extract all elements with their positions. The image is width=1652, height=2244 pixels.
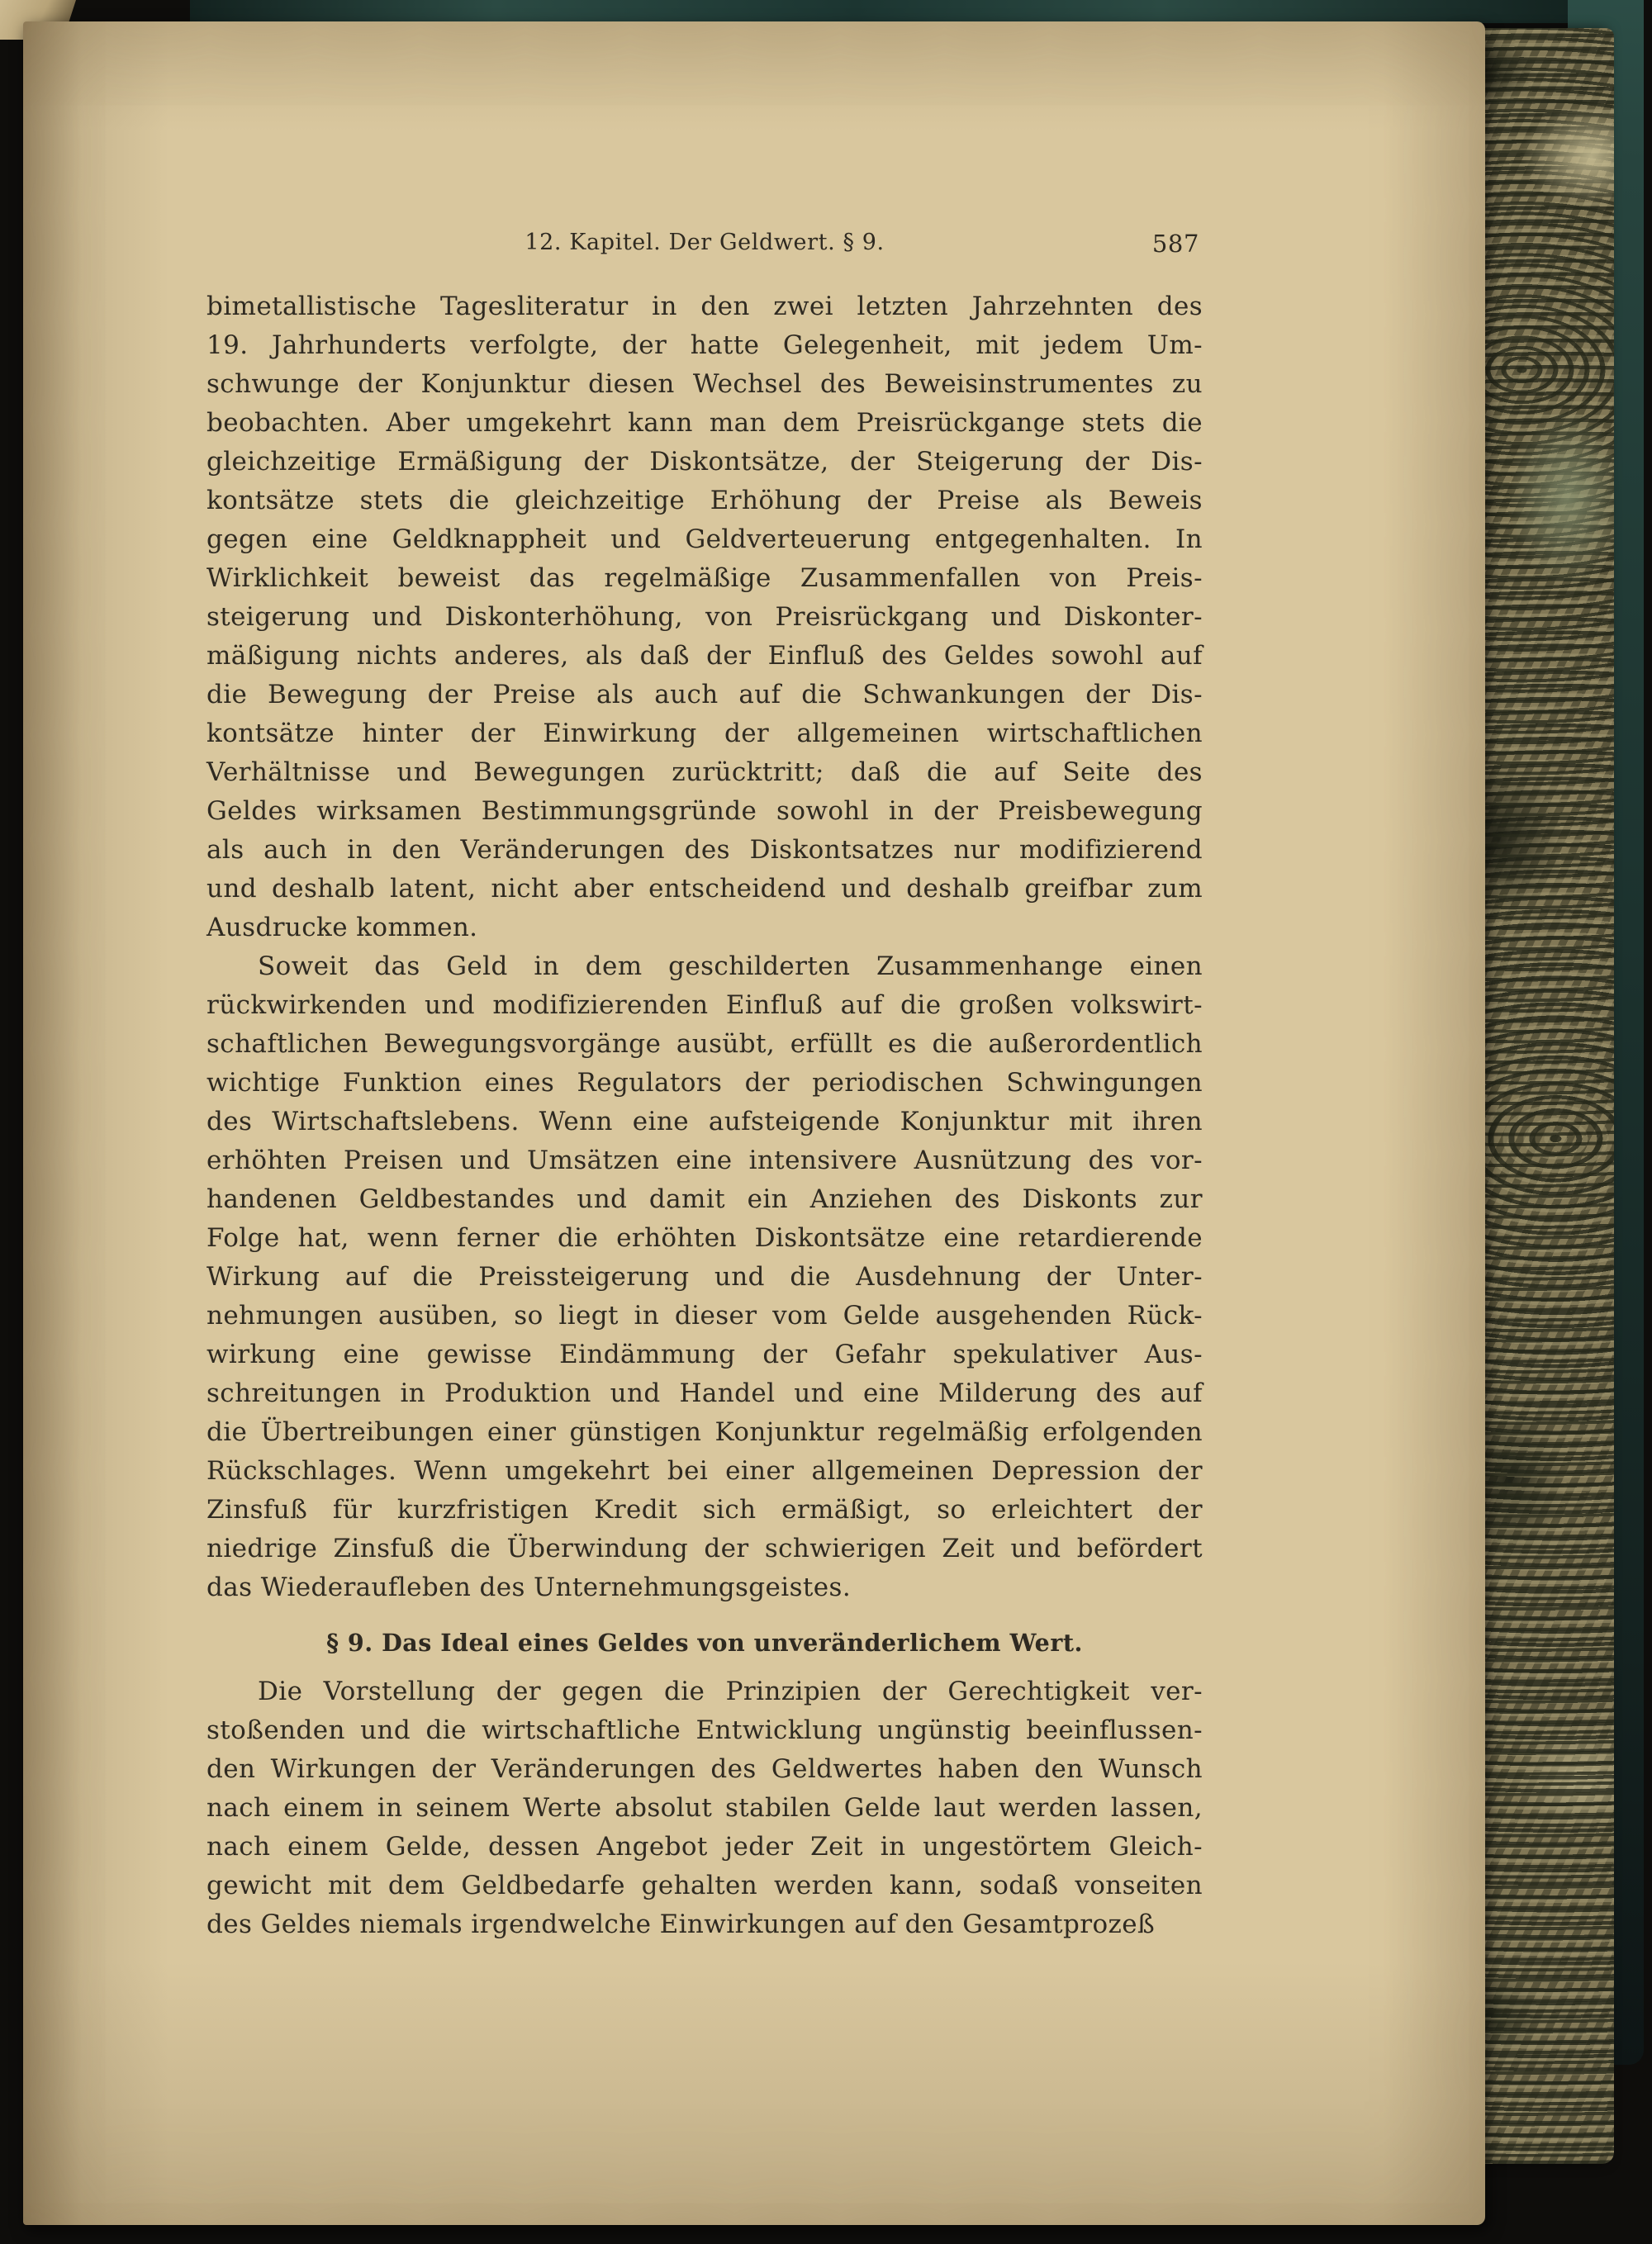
text-line: mäßigung nichts anderes, als daß der Einfluß des Geldes sowohl auf xyxy=(206,641,1203,671)
text-line: Geldes wirksamen Bestimmungsgründe sowohl in der Preisbewegung xyxy=(206,796,1203,826)
text-line: 19. Jahrhunderts verfolgte, der hatte Gelegenheit, mit jedem Um- xyxy=(206,330,1203,360)
text-line: nehmungen ausüben, so liegt in dieser vom Gelde ausgehenden Rück- xyxy=(206,1301,1203,1331)
text-line: kontsätze hinter der Einwirkung der allgemeinen wirtschaftlichen xyxy=(206,719,1203,748)
book-cover-top-edge xyxy=(190,0,1578,23)
text-line: Wirkung auf die Preissteigerung und die Ausdehnung der Unter- xyxy=(206,1262,1203,1292)
text-line: bimetallistische Tagesliteratur in den zwei letzten Jahrzehnten des xyxy=(206,292,1203,321)
page-body xyxy=(206,287,1203,1944)
text-line: gleichzeitige Ermäßigung der Diskontsätze, der Steigerung der Dis- xyxy=(206,447,1203,477)
page-content xyxy=(206,230,1203,1944)
text-line: steigerung und Diskonterhöhung, von Preisrückgang und Diskonter- xyxy=(206,602,1203,632)
text-line: rückwirkenden und modifizierenden Einfluß auf die großen volkswirt- xyxy=(206,990,1203,1020)
text-line: schwunge der Konjunktur diesen Wechsel des Beweisinstrumentes zu xyxy=(206,369,1203,399)
text-line: Rückschlages. Wenn umgekehrt bei einer allgemeinen Depression der xyxy=(206,1456,1203,1486)
text-line: wirkung eine gewisse Eindämmung der Gefahr spekulativer Aus- xyxy=(206,1340,1203,1369)
text-line: kontsätze stets die gleichzeitige Erhöhung der Preise als Beweis xyxy=(206,486,1203,515)
text-line: das Wiederaufleben des Unternehmungsgeistes. xyxy=(206,1573,852,1602)
running-header xyxy=(206,230,1203,266)
text-line: die Übertreibungen einer günstigen Konjunktur regelmäßig erfolgenden xyxy=(206,1417,1203,1447)
text-line: den Wirkungen der Veränderungen des Geldwertes haben den Wunsch xyxy=(206,1754,1203,1784)
text-line: nach einem in seinem Werte absolut stabilen Gelde laut werden lassen, xyxy=(206,1793,1203,1823)
text-line: wichtige Funktion eines Regulators der periodischen Schwingungen xyxy=(206,1068,1203,1098)
text-line: des Wirtschaftslebens. Wenn eine aufsteigende Konjunktur mit ihren xyxy=(206,1107,1203,1136)
book-page xyxy=(23,21,1485,2225)
text-line: schaftlichen Bewegungsvorgänge ausübt, erfüllt es die außerordentlich xyxy=(206,1029,1203,1059)
text-line: handenen Geldbestandes und damit ein Anziehen des Diskonts zur xyxy=(206,1184,1203,1214)
text-line: Folge hat, wenn ferner die erhöhten Diskontsätze eine retardierende xyxy=(206,1223,1203,1253)
text-line: Zinsfuß für kurzfristigen Kredit sich ermäßigt, so erleichtert der xyxy=(206,1495,1203,1525)
chapter-header: 12. Kapitel. Der Geldwert. § 9. xyxy=(525,230,885,255)
text-line: Verhältnisse und Bewegungen zurücktritt; daß die auf Seite des xyxy=(206,757,1203,787)
text-line: die Bewegung der Preise als auch auf die Schwankungen der Dis- xyxy=(206,680,1203,709)
text-line: gewicht mit dem Geldbedarfe gehalten werden kann, sodaß vonseiten xyxy=(206,1871,1203,1900)
page-number: 587 xyxy=(1151,230,1199,258)
text-line: beobachten. Aber umgekehrt kann man dem Preisrückgange stets die xyxy=(206,408,1203,438)
text-line: Die Vorstellung der gegen die Prinzipien der Gerechtigkeit ver- xyxy=(258,1677,1203,1706)
text-line: schreitungen in Produktion und Handel und eine Milderung des auf xyxy=(206,1378,1203,1408)
text-line: erhöhten Preisen und Umsätzen eine intensivere Ausnützung des vor- xyxy=(206,1146,1203,1175)
text-line: gegen eine Geldknappheit und Geldverteuerung entgegenhalten. In xyxy=(206,524,1203,554)
text-line: des Geldes niemals irgendwelche Einwirkungen auf den Gesamtprozeß xyxy=(206,1910,1156,1939)
text-line: niedrige Zinsfuß die Überwindung der schwierigen Zeit und befördert xyxy=(206,1534,1203,1563)
text-line: Ausdrucke kommen. xyxy=(206,913,478,942)
text-line: Soweit das Geld in dem geschilderten Zusammenhange einen xyxy=(258,951,1203,981)
text-line: nach einem Gelde, dessen Angebot jeder Zeit in ungestörtem Gleich- xyxy=(206,1832,1203,1862)
text-line: stoßenden und die wirtschaftliche Entwicklung ungünstig beeinflussen- xyxy=(206,1715,1203,1745)
text-line: und deshalb latent, nicht aber entscheidend und deshalb greifbar zum xyxy=(206,874,1203,904)
text-line: als auch in den Veränderungen des Diskontsatzes nur modifizierend xyxy=(206,835,1203,865)
text-line: Wirklichkeit beweist das regelmäßige Zusammenfallen von Preis- xyxy=(206,563,1203,593)
section-heading: § 9. Das Ideal eines Geldes von unveränderlichem Wert. xyxy=(326,1629,1083,1657)
